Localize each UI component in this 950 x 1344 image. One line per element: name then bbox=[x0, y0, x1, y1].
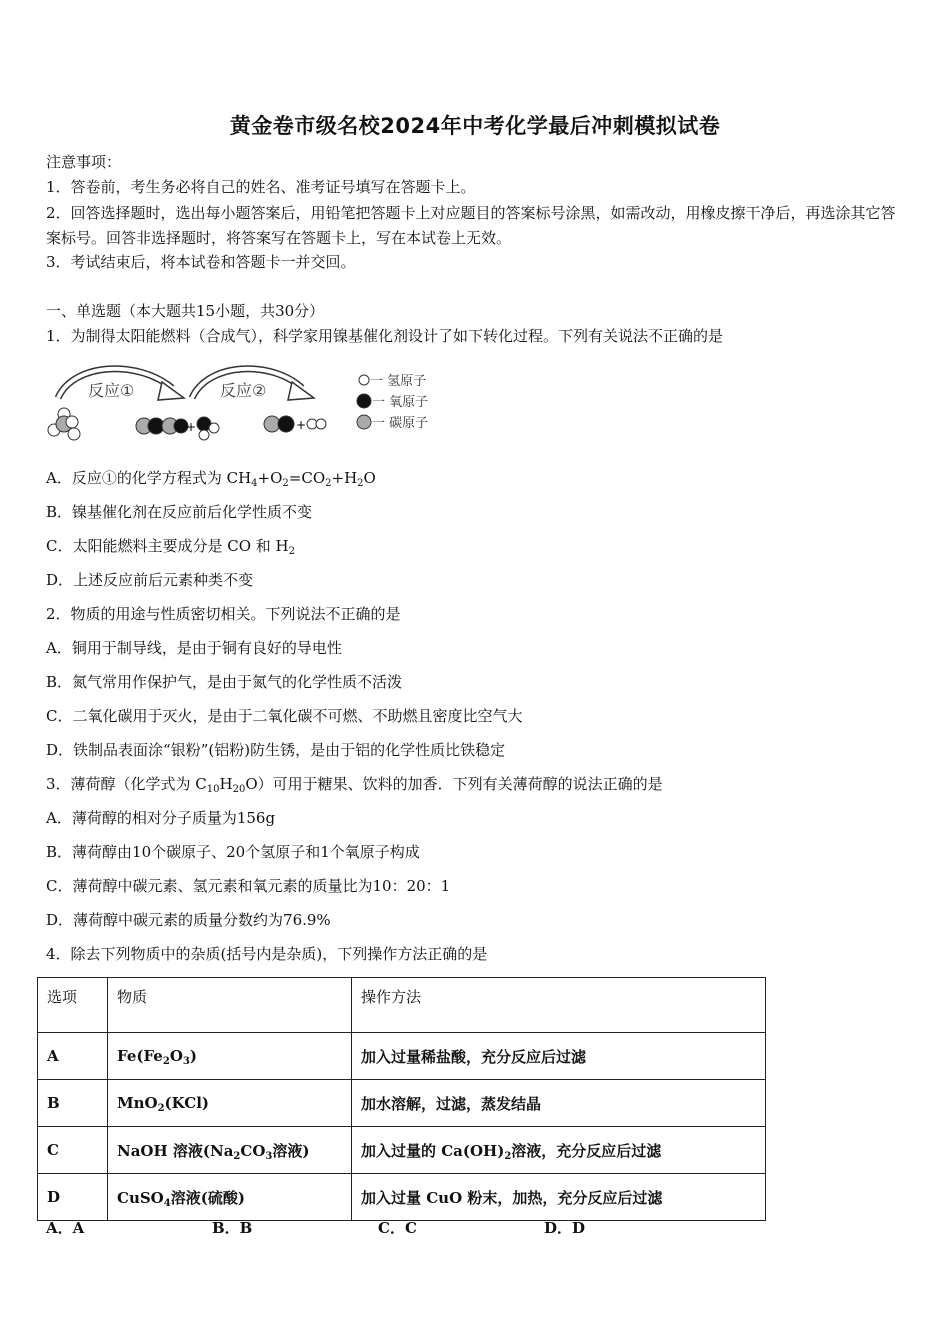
co-molecule-icon bbox=[264, 416, 294, 432]
legend-oxygen: 一 氧原子 bbox=[372, 395, 429, 410]
header-method: 操作方法 bbox=[352, 978, 766, 1033]
reaction2-label: 反应② bbox=[220, 381, 267, 400]
carbon-atom-icon bbox=[357, 415, 371, 429]
q1-option-b: B．镍基催化剂在反应前后化学性质不变 bbox=[46, 503, 313, 521]
q1-option-a: A．反应①的化学方程式为 $CH_4+O_2=CO_2+H_2O$ bbox=[46, 469, 376, 489]
q2-stem: 2．物质的用途与性质密切相关。下列说法不正确的是 bbox=[46, 605, 401, 623]
row-key: B bbox=[38, 1080, 108, 1127]
q1-option-d: D．上述反应前后元素种类不变 bbox=[46, 571, 254, 589]
q3-option-c: C．薄荷醇中碳元素、氢元素和氧元素的质量比为10：20：1 bbox=[46, 877, 451, 895]
notice-item-3: 3．考试结束后，将本试卷和答题卡一并交回。 bbox=[46, 253, 356, 271]
plus-sign-1: + bbox=[186, 420, 197, 434]
row-method: 加入过量的 $Ca(OH)_2$溶液，充分反应后过滤 bbox=[352, 1127, 766, 1174]
row-method: 加入过量 CuO 粉末，加热，充分反应后过滤 bbox=[352, 1174, 766, 1221]
notice-heading: 注意事项： bbox=[46, 153, 122, 171]
q1-option-c: C．太阳能燃料主要成分是 CO 和 $H_2$ bbox=[46, 537, 296, 557]
row-substance: $Fe(Fe_2O_3)$ bbox=[108, 1033, 352, 1080]
row-substance: MnO$_2$(KCl) bbox=[108, 1080, 352, 1127]
row-method: 加水溶解，过滤，蒸发结晶 bbox=[352, 1080, 766, 1127]
row-substance: NaOH 溶液($Na_2CO_3$溶液) bbox=[108, 1127, 352, 1174]
oxygen-atom-icon bbox=[357, 394, 371, 408]
table-header-row bbox=[38, 978, 766, 1033]
section-heading: 一、单选题（本大题共15小题，共30分） bbox=[46, 302, 325, 320]
q2-option-d: D．铁制品表面涂“银粉”(铝粉)防生锈，是由于铝的化学性质比铁稳定 bbox=[46, 741, 506, 759]
header-substance: 物质 bbox=[108, 978, 352, 1033]
q3-option-a: A．薄荷醇的相对分子质量为156g bbox=[46, 809, 276, 827]
q3-option-b: B．薄荷醇由10个碳原子、20个氢原子和1个氧原子构成 bbox=[46, 843, 420, 861]
q2-option-c: C．二氧化碳用于灭火，是由于二氧化碳不可燃、不助燃且密度比空气大 bbox=[46, 707, 523, 725]
h2-molecule-icon bbox=[307, 419, 326, 429]
header-option: 选项 bbox=[38, 978, 108, 1033]
q4-answer-choices bbox=[46, 1217, 710, 1238]
answer-c: C．C bbox=[378, 1219, 417, 1237]
methane-molecule-icon bbox=[48, 408, 80, 440]
legend-hydrogen: 一 氢原子 bbox=[370, 374, 427, 389]
table-row bbox=[38, 1033, 766, 1080]
exam-title: 黄金卷市级名校2024年中考化学最后冲刺模拟试卷 bbox=[229, 114, 721, 138]
table-row bbox=[38, 1080, 766, 1127]
q3-stem: 3．薄荷醇（化学式为 $C_{10}H_{20}O$）可用于糖果、饮料的加香．下列有关薄荷醇的说法正确的是 bbox=[46, 775, 663, 795]
q3-option-d: D．薄荷醇中碳元素的质量分数约为76.9% bbox=[46, 911, 331, 929]
answer-b: B．B bbox=[212, 1219, 253, 1237]
row-method: 加入过量稀盐酸，充分反应后过滤 bbox=[352, 1033, 766, 1080]
table-row bbox=[38, 1127, 766, 1174]
row-key: D bbox=[38, 1174, 108, 1221]
plus-sign-2: + bbox=[296, 418, 307, 432]
notice-item-2: 2．回答选择题时，选出每小题答案后，用铅笔把答题卡上对应题目的答案标号涂黑，如需改动，用橡皮擦干净后，再选涂其它答案标号。回答非选择题时，将答案写在答题卡上，写在本试卷上无效。 bbox=[46, 204, 896, 247]
q2-option-a: A．铜用于制导线，是由于铜有良好的导电性 bbox=[46, 639, 342, 657]
co-co-molecules-icon bbox=[136, 418, 188, 434]
row-substance: CuSO$_4$溶液(硫酸) bbox=[108, 1174, 352, 1221]
answer-a: A．A bbox=[46, 1219, 85, 1237]
row-key: C bbox=[38, 1127, 108, 1174]
legend-carbon: 一 碳原子 bbox=[372, 416, 429, 431]
notice-item-1: 1．答卷前，考生务必将自己的姓名、准考证号填写在答题卡上。 bbox=[46, 178, 476, 196]
water-molecule-icon bbox=[197, 417, 219, 440]
row-key: A bbox=[38, 1033, 108, 1080]
answer-d: D．D bbox=[544, 1219, 586, 1237]
q1-stem: 1．为制得太阳能燃料（合成气），科学家用镍基催化剂设计了如下转化过程。下列有关说法不正确的是 bbox=[46, 327, 724, 345]
reaction1-label: 反应① bbox=[88, 381, 135, 400]
table-row bbox=[38, 1174, 766, 1221]
q2-option-b: B．氮气常用作保护气，是由于氮气的化学性质不活泼 bbox=[46, 673, 403, 691]
reaction-diagram bbox=[44, 358, 444, 448]
q4-options-table bbox=[37, 977, 766, 1221]
hydrogen-atom-icon bbox=[359, 375, 369, 385]
q4-stem: 4．除去下列物质中的杂质(括号内是杂质)，下列操作方法正确的是 bbox=[46, 945, 488, 963]
